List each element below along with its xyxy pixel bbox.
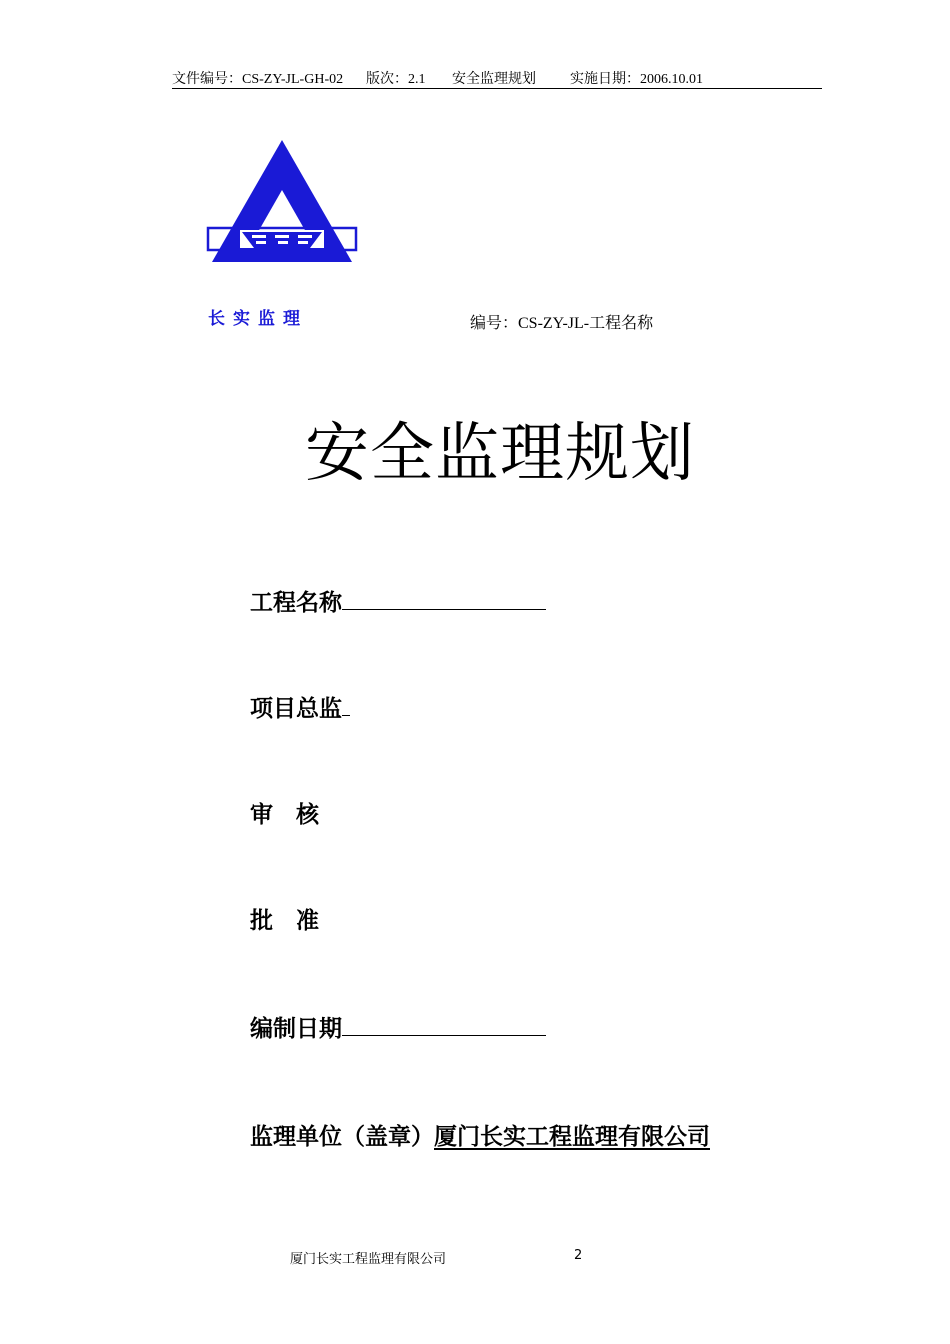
compile-date-label: 编制日期 bbox=[250, 1016, 342, 1042]
project-director-blank bbox=[342, 693, 350, 716]
review-label: 审 核 bbox=[250, 802, 319, 828]
compile-date-blank bbox=[342, 1013, 546, 1036]
header-version: 版次：2.1 bbox=[366, 72, 426, 87]
page-title: 安全监理规划 bbox=[305, 417, 695, 491]
header-date: 实施日期：2006.10.01 bbox=[570, 72, 703, 87]
approve-label: 批 准 bbox=[250, 908, 319, 934]
footer-page-number: 2 bbox=[574, 1248, 583, 1263]
review-field bbox=[250, 796, 319, 829]
project-name-blank bbox=[342, 587, 546, 610]
compile-date-field bbox=[250, 1010, 546, 1043]
logo-company-name: 长实监理 bbox=[208, 309, 308, 329]
project-director-field bbox=[250, 690, 350, 723]
header-title: 安全监理规划 bbox=[452, 72, 536, 87]
header-doc-code: 文件编号：CS-ZY-JL-GH-02 bbox=[172, 72, 344, 87]
footer-company: 厦门长实工程监理有限公司 bbox=[290, 1252, 447, 1267]
project-name-field bbox=[250, 584, 546, 617]
doc-number: 编号：CS-ZY-JL-工程名称 bbox=[470, 315, 654, 332]
page-header bbox=[172, 66, 822, 89]
triangle-a-logo-icon bbox=[206, 140, 358, 266]
approve-field bbox=[250, 902, 319, 935]
project-name-label: 工程名称 bbox=[250, 590, 342, 616]
supervisor-label: 监理单位（盖章） bbox=[250, 1124, 434, 1150]
supervisor-value: 厦门长实工程监理有限公司 bbox=[434, 1124, 710, 1150]
project-director-label: 项目总监 bbox=[250, 696, 342, 722]
supervisor-field bbox=[250, 1118, 710, 1151]
